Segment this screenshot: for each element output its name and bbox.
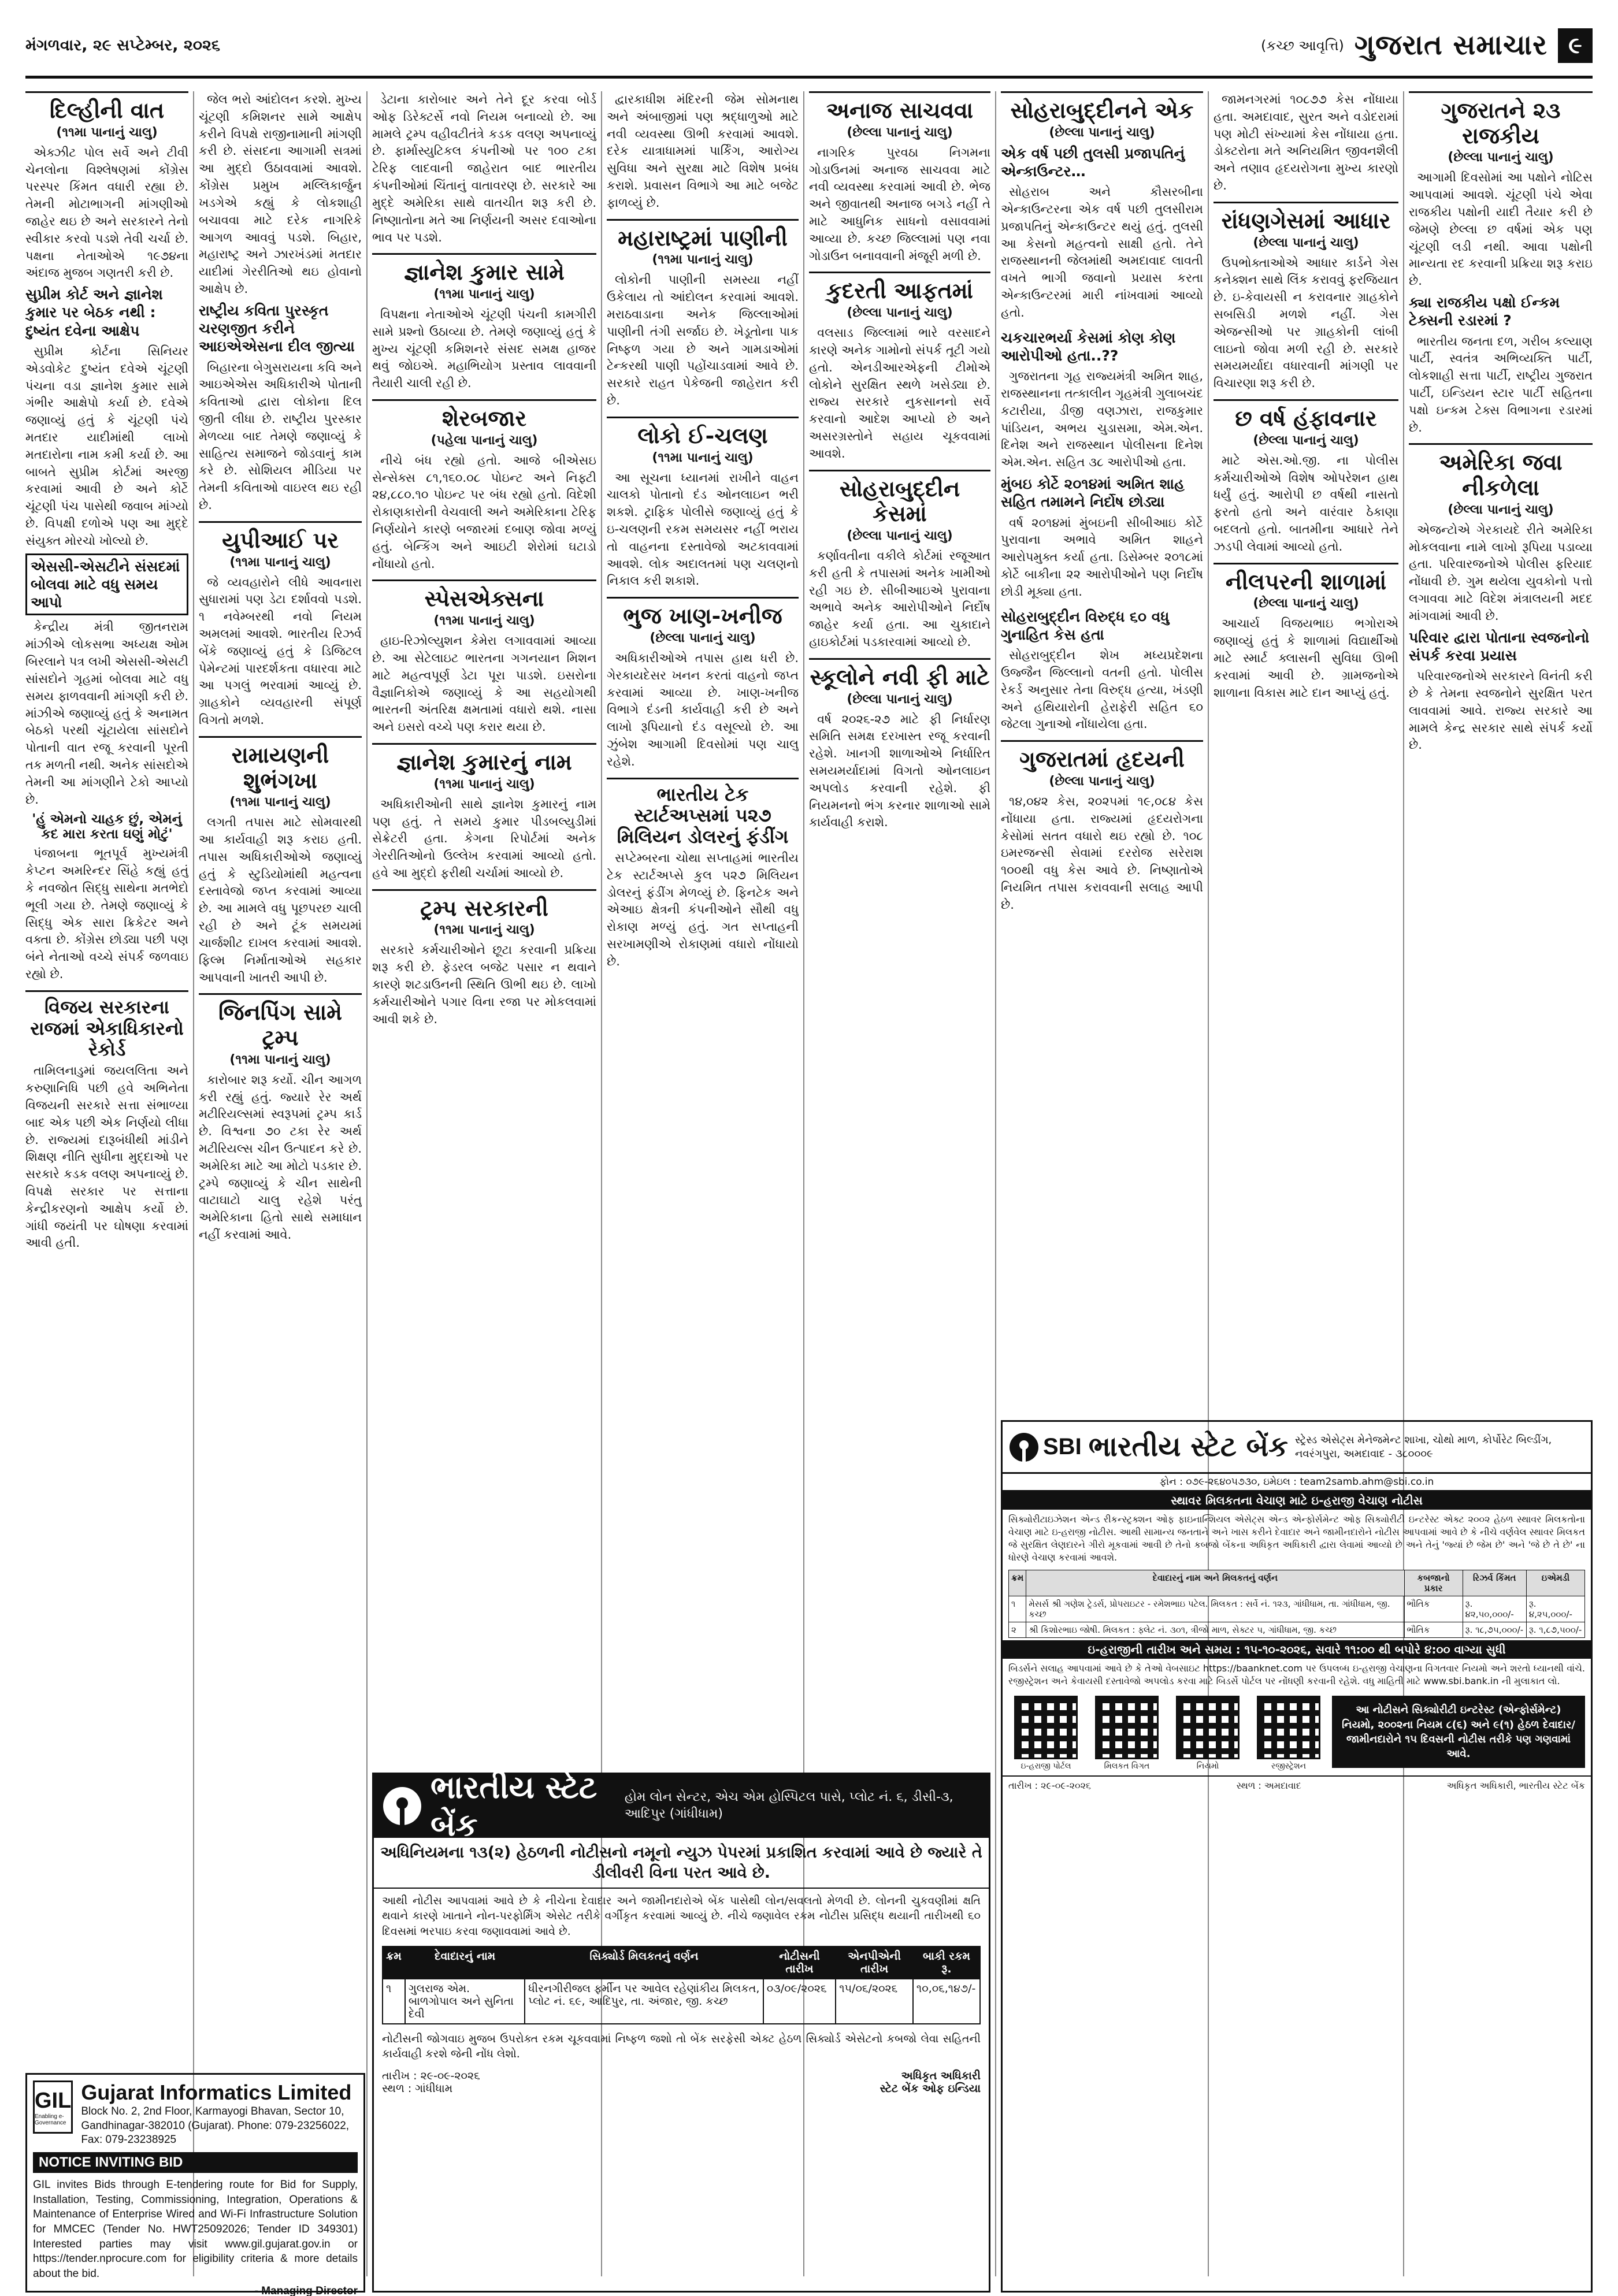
column-3: [372, 91, 596, 1745]
table-header: ઇએમડી: [1526, 1570, 1584, 1596]
sbi-logo: SBI: [1010, 1433, 1082, 1462]
column-7: [1214, 91, 1398, 1387]
issue-date: મંગળવાર, ૨૯ સપ્ટેમ્બર, ૨૦૨૬: [25, 36, 220, 54]
column-8: [1409, 91, 1593, 1387]
headline: મહારાષ્ટ્રમાં પાણીની: [607, 219, 799, 251]
story-grain: [809, 91, 990, 265]
signatory: અધિકૃત અધિકારી: [901, 2070, 981, 2083]
qr-code-icon: [1014, 1696, 1078, 1759]
newspaper-name: ગુજરાત સમાચાર: [1354, 29, 1548, 61]
continued-label: (૧૧મા પાનાનું ચાલુ): [652, 252, 754, 268]
sbi-auction-header: [1003, 1422, 1591, 1474]
story-gas-aadhar: [1214, 202, 1398, 392]
table-header: બાકી રકમ રૂ.: [913, 1946, 980, 1979]
headline: અનાજ સાચવવા: [809, 91, 990, 123]
table-cell: ૧૦,૦૬,૧૪૭/-: [913, 1979, 980, 2024]
notice-place: સ્થળ : ગાંધીધામ: [382, 2082, 453, 2096]
auction-signatory: અધિકૃત અધિકારી, ભારતીય સ્ટેટ બેંક: [1446, 1780, 1585, 1792]
table-cell: ગુલરાજ એમ. બાળગોપાલ અને સુનિતા દેવી: [405, 1979, 525, 2024]
story-body: વિપક્ષના નેતાઓએ ચૂંટણી પંચની કામગીરી સામે પ્રશ્નો ઉઠાવ્યા છે. તેમણે જણાવ્યું હતું કે મુખ્ય ચૂંટણી કમિશનરે સંસદ સમક્ષ હાજર થવું જોઇએ. મહાભિયોગ પ્રસ્તાવ લાવવાની તૈયારી ચાલી રહી છે.: [372, 307, 596, 391]
headline: કુદરતી આફતમાં: [809, 272, 990, 303]
continued-label: (૧૧મા પાનાનું ચાલુ): [56, 125, 158, 140]
masthead-right: [1261, 28, 1593, 63]
continued-label: (છેલ્લા પાનાનું ચાલુ): [1049, 125, 1155, 140]
gil-company-name: Gujarat Informatics Limited: [81, 2080, 352, 2104]
story-body: નાગરિક પુરવઠા નિગમના ગોડાઉનમાં અનાજ સાચવવા માટે નવી વ્યવસ્થા કરવામાં આવી છે. ભેજ અને જીવાતથી અનાજ બગડે નહીં તે માટે આધુનિક સાધનો વસાવવામાં આવ્યા છે. કચ્છ જિલ્લામાં પણ નવા ગોડાઉન બનાવવાની મંજૂરી મળી છે.: [809, 145, 990, 263]
headline: રામાયણની શુભંગખા: [199, 736, 362, 793]
table-cell: ૨: [1009, 1622, 1026, 1638]
story-body: જામનગરમાં ૧૦૮૭૭ કેસ નોંધાયા હતા. અમદાવાદ, સુરત અને વડોદરામાં પણ મોટી સંખ્યામાં કેસ નોંધાયા હતા. ડોક્ટરોના મતે અનિયમિત જીવનશૈલી અને તણાવ હૃદયરોગના મુખ્ય કારણો છે.: [1214, 92, 1398, 193]
story-body: વલસાડ જિલ્લામાં ભારે વરસાદને કારણે અનેક ગામોનો સંપર્ક તૂટી ગયો હતો. એનડીઆરએફની ટીમોએ લોકોને સુરક્ષિત સ્થળે ખસેડ્યા છે. રાજ્ય સરકારે નુકસાનનો સર્વે કરવાનો આદેશ આપ્યો છે અને અસરગ્રસ્તોને સહાય ચૂકવવામાં આવશે.: [809, 326, 990, 460]
notice-text: નોટીસની જોગવાઇ મુજબ ઉપરોક્ત રકમ ચૂકવવામાં નિષ્ફળ જશો તો બેંક સરફેસી એક્ટ હેઠળ સિક્યોર્ડ એસેટનો કબજો લેવા સહિતની કાર્યવાહી કરશે જેની નોંધ લેશો.: [382, 2032, 981, 2061]
auction-notice-place: સ્થળ : અમદાવાદ: [1236, 1780, 1301, 1792]
story-body: અધિકારીઓની સાથે જ્ઞાનેશ કુમારનું નામ પણ હતું. તે સમયે કુમાર પીડબલ્યુડીમાં સેક્રેટરી હતા. કેગના રિપોર્ટમાં અનેક ગેરરીતિઓનો ઉલ્લેખ કરવામાં આવ્યો હતો. હવે આ મુદ્દો ફરીથી ચર્ચામાં આવ્યો છે.: [372, 797, 596, 880]
pull-quote: 'હું એમનો ચાહક છું, એમનું કદ મારા કરતા ઘણું મોટું': [32, 812, 182, 842]
headline: રાંધણગેસમાં આધાર: [1214, 202, 1398, 233]
table-header: દેવાદારનું નામ અને મિલકતનું વર્ણન: [1026, 1570, 1404, 1596]
column-5: [809, 91, 990, 1745]
table-header: ક્રમ: [383, 1946, 405, 1979]
table-row: [383, 1979, 980, 2024]
continued-label: (છેલ્લા પાનાનું ચાલુ): [847, 306, 953, 321]
column-1: [25, 91, 188, 2034]
story-temples: [607, 91, 799, 212]
story-body: આચાર્ય વિજયભાઇ ભગોરાએ જણાવ્યું હતું કે શાળામાં વિદ્યાર્થીઓ માટે સ્માર્ટ ક્લાસની સુવિધા ઊભી કરવામાં આવી છે. ગ્રામજનોએ શાળાના વિકાસ માટે દાન આપ્યું હતું.: [1214, 616, 1398, 700]
bank-contact: ફોન : ૦૭૯-૨૬૪૦૫૭૩૦, ઇમેઇલ : team2samb.ahm@sbi.co.in: [1003, 1474, 1591, 1491]
auction-text: સિક્યોરીટાઇઝેશન એન્ડ રીકન્સ્ટ્રક્શન ઓફ ફાઇનાન્શિયલ એસેટ્સ એન્ડ એન્ફોર્સમેન્ટ ઓફ સિક્યોરીટી ઇન્ટરેસ્ટ એક્ટ ૨૦૦૨ હેઠળ સ્થાવર મિલકતોના વેચાણ માટે ઇ-હરાજી નોટીસ. આથી સામાન્ય જનતાને અને ખાસ કરીને દેવાદાર અને જામીનદારોને નોટીસ આપવામાં આવે છે કે નીચે વર્ણવેલ સ્થાવર મિલકત જે સુરક્ષિત લેણદારને ગીરો મૂકવામાં આવી છે તેનો કબજો બેંકના અધિકૃત અધિકારી દ્વારા લેવામાં આવ્યો છે અને તેનું 'જ્યાં છે જેમ છે' અને 'જે છે તે છે' ના ધોરણે વેચાણ કરવામાં આવશે.: [1008, 1514, 1585, 1563]
continued-label: (છેલ્લા પાનાનું ચાલુ): [847, 125, 953, 140]
story-school-fee: [809, 658, 990, 831]
table-cell: રૂ. ૪,૨૫,૦૦૦/-: [1526, 1596, 1584, 1622]
story-body: માટે એસ.ઓ.જી. ના પોલીસ કર્મચારીઓએ વિશેષ ઓપરેશન હાથ ધર્યું હતું. આરોપી છ વર્ષથી નાસતો ફરતો હતો અને વારંવાર ઠેકાણા બદલતો હતો. બાતમીના આધારે તેને ઝડપી લેવામાં આવ્યો હતો.: [1214, 453, 1398, 553]
headline: સ્પેસએક્સના: [372, 579, 596, 611]
headline: અમેરિકા જવા નીકળેલા: [1409, 443, 1593, 500]
story-body: ડેટાના કારોબાર અને તેને દૂર કરવા બોર્ડ ઓફ ડિરેક્ટર્સે નવો નિયમ બનાવ્યો છે. આ મામલે ટ્રમ્પ વહીવટીતંત્રે કડક વલણ અપનાવ્યું છે. ફાર્માસ્યુટિકલ કંપનીઓ પર ૧૦૦ ટકા ટેરિફ લાદવાની જાહેરાત બાદ ભારતીય કંપનીઓમાં ચિંતાનું વાતાવરણ છે. સરકારે આ મુદ્દે અમેરિકા સાથે વાતચીત શરૂ કરી છે. નિષ્ણાતોના મતે આ નિર્ણયની અસર દવાઓના ભાવ પર પડશે.: [372, 92, 596, 244]
story-body: આગામી દિવસોમાં આ પક્ષોને નોટિસ આપવામાં આવશે. ચૂંટણી પંચે એવા રાજકીય પક્ષોની યાદી તૈયાર કરી છે જેમણે છેલ્લા છ વર્ષમાં એક પણ ચૂંટણી લડી નથી. આવા પક્ષોની માન્યતા રદ કરવાની પ્રક્રિયા શરૂ કરાઇ છે.: [1409, 170, 1593, 288]
story-body: વર્ષ ૨૦૨૬-૨૭ માટે ફી નિર્ધારણ સમિતિ સમક્ષ દરખાસ્ત રજૂ કરવાની રહેશે. ખાનગી શાળાઓએ નિર્ધારિત સમયમર્યાદામાં વિગતો ઓનલાઇન અપલોડ કરવાની રહેશે. ફી નિયમનનો ભંગ કરનાર શાળાઓ સામે કાર્યવાહી કરાશે.: [809, 712, 990, 830]
notice-date: તારીખ : ૨૯-૦૯-૨૦૨૬: [382, 2070, 480, 2083]
auction-date: ઇ-હરાજીની તારીખ અને સમય : ૧૫-૧૦-૨૦૨૬, સવારે ૧૧:૦૦ થી બપોરે ૪:૦૦ વાગ્યા સુધી: [1003, 1640, 1591, 1659]
continued-label: (છેલ્લા પાનાનું ચાલુ): [650, 630, 756, 645]
qr-code-icon: [1176, 1696, 1240, 1759]
continued-label: (૧૧મા પાનાનું ચાલુ): [433, 287, 535, 302]
qr-code[interactable]: ઇ-હરાજી પોર્ટલ: [1008, 1696, 1083, 1771]
story-body: ઉપભોક્તાઓએ આધાર કાર્ડને ગેસ કનેક્શન સાથે લિંક કરાવવું ફરજિયાત છે. ઇ-કેવાયસી ન કરાવનાર ગ્રાહકોને સબસિડી મળશે નહીં. ગેસ એજન્સીઓ પર ગ્રાહકોની લાંબી લાઇનો જોવા મળી રહી છે. સરકારે સમયમર્યાદા વધારવાની માંગણી પર વિચારણા શરૂ કરી છે.: [1214, 255, 1398, 391]
gil-notice-title: NOTICE INVITING BID: [33, 2152, 358, 2173]
auction-notice-date: તારીખ : ૨૯-૦૯-૨૦૨૬: [1008, 1780, 1091, 1792]
column-4: [607, 91, 799, 1745]
continued-label: (૧૧મા પાનાનું ચાલુ): [229, 1052, 331, 1067]
table-row: [1009, 1596, 1585, 1622]
story-upi: [199, 521, 362, 729]
headline: યુપીઆઈ પર: [199, 521, 362, 553]
continued-label: (૧૧મા પાનાનું ચાલુ): [652, 450, 754, 465]
story-body: ભારતીય જનતા દળ, ગરીબ કલ્યાણ પાર્ટી, સ્વતંત્ર અભિવ્યક્તિ પાર્ટી, લોકશાહી સત્તા પાર્ટી, રાષ્ટ્રીય ગુજરાત પાર્ટી, ઇન્ડિયન સ્ટાર પાર્ટી સહિતના પક્ષો ઇન્કમ ટેક્સ વિભાગના રડારમાં છે.: [1409, 334, 1593, 434]
page-number: ૯: [1558, 28, 1593, 63]
headline: જ્ઞાનેશ કુમારનું નામ: [372, 743, 596, 775]
column-6: [1001, 91, 1203, 1387]
headline: ટ્રમ્પ સરકારની: [372, 889, 596, 921]
sbi-demand-notice: [372, 1769, 990, 2293]
story-body: કર્ણાવતીના વકીલે કોર્ટમાં રજૂઆત કરી હતી કે તપાસમાં અનેક ખામીઓ રહી ગઇ છે. સીબીઆઇએ પુરાવાના અભાવે અનેક આરોપીઓને નિર્દોષ જાહેર કર્યા હતા. આ ચુકાદાને હાઇકોર્ટમાં પડકારવામાં આવ્યો છે.: [809, 548, 990, 649]
table-header: સિક્યોર્ડ મિલકતનું વર્ણન: [525, 1946, 763, 1979]
headline: ગુજરાતને ૨૩ રાજકીય: [1409, 91, 1593, 148]
edition-label: (કચ્છ આવૃત્તિ): [1260, 37, 1344, 54]
table-header: ક્રમ: [1009, 1570, 1026, 1596]
story-body: પરિવારજનોએ સરકારને વિનંતી કરી છે કે તેમના સ્વજનોને સુરક્ષિત પરત લાવવામાં આવે. રાજ્ય સરકારે આ મામલે કેન્દ્ર સરકાર સાથે સંપર્ક કર્યો છે.: [1409, 669, 1593, 752]
story-ramayan: [199, 736, 362, 987]
table-header: રિઝર્વ કિંમત: [1463, 1570, 1526, 1596]
story-body: એજન્ટોએ ગેરકાયદે રીતે અમેરિકા મોકલવાના નામે લાખો રૂપિયા પડાવ્યા હતા. પરિવારજનોએ પોલીસ ફરિયાદ નોંધાવી છે. ગુમ થયેલા યુવકોનો પત્તો લગાવવા માટે વિદેશ મંત્રાલયની મદદ માંગવામાં આવી છે.: [1409, 522, 1593, 623]
story-body: સરકારે કર્મચારીઓને છૂટા કરવાની પ્રક્રિયા શરૂ કરી છે. ફેડરલ બજેટ પસાર ન થવાને કારણે શટડાઉનની સ્થિતિ ઊભી થઇ છે. લાખો કર્મચારીઓને પગાર વિના રજા પર મોકલવામાં આવી શકે છે.: [372, 943, 596, 1026]
continued-label: (છેલ્લા પાનાનું ચાલુ): [1448, 150, 1554, 165]
table-header: કબજાનો પ્રકાર: [1404, 1570, 1463, 1596]
story-gyanesh-name: [372, 743, 596, 882]
headline: સોહરાબુદ્દીનને એક: [1001, 91, 1203, 123]
headline: જિનપિંગ સામે ટ્રમ્પ: [199, 993, 362, 1050]
qr-code-icon: [1095, 1696, 1159, 1759]
story-maharashtra: [607, 219, 799, 410]
story-body: લગતી તપાસ માટે સોમવારથી આ કાર્યવાહી શરૂ કરાઇ હતી. તપાસ અધિકારીઓએ જણાવ્યું હતું કે સ્ટુડિયોમાંથી મહત્વના દસ્તાવેજો જપ્ત કરવામાં આવ્યા છે. આ મામલે વધુ પૂછપરછ ચાલી રહી છે અને ટૂંક સમયમાં ચાર્જશીટ દાખલ કરવામાં આવશે. ફિલ્મ નિર્માતાઓએ સહકાર આપવાની ખાતરી આપી છે.: [199, 815, 362, 984]
story-startups: [607, 778, 799, 971]
table-row: [1009, 1622, 1585, 1638]
continued-label: (છેલ્લા પાનાનું ચાલુ): [1253, 596, 1359, 611]
headline: ભુજ ખાણ-ખનીજ: [607, 597, 799, 629]
signatory-bank: સ્ટેટ બેંક ઓફ ઇન્ડિયા: [879, 2082, 981, 2096]
story-spacex: [372, 579, 596, 736]
continued-label: (છેલ્લા પાનાનું ચાલુ): [1253, 235, 1359, 250]
table-cell: ભૌતિક: [1404, 1622, 1463, 1638]
table-cell: રૂ. ૧૮,૭૫,૦૦૦/-: [1463, 1622, 1526, 1638]
story-bhuj-mining: [607, 597, 799, 770]
table-cell: ૧: [1009, 1596, 1026, 1622]
story-body: અધિકારીઓએ તપાસ હાથ ધરી છે. ગેરકાયદેસર ખનન કરતાં વાહનો જપ્ત કરવામાં આવ્યા છે. ખાણ-ખનીજ વિભાગે દંડની કાર્યવાહી કરી છે અને લાખો રૂપિયાનો દંડ વસૂલ્યો છે. આ ઝુંબેશ આગામી દિવસોમાં પણ ચાલુ રહેશે.: [607, 651, 799, 768]
story-vijay: [25, 990, 188, 1252]
headline: સ્કૂલોને નવી ફી માટે: [809, 658, 990, 690]
story-jinping: [199, 993, 362, 1244]
story-america: [1409, 443, 1593, 754]
story-sharebazar: [372, 399, 596, 573]
qr-row: [1003, 1691, 1591, 1775]
auction-terms: બિડર્સને સલાહ આપવામાં આવે છે કે તેઓ વેબસાઇટ https://baanknet.com પર ઉપલબ્ધ ઇ-હરાજી વેચાણના વિગતવાર નિયમો અને શરતો ધ્યાનથી વાંચે. રજીસ્ટ્રેશન અને કેવાયસી દસ્તાવેજો અપલોડ કરવા માટે બિડર્સે પોર્ટલ પર નોંધણી કરવાની રહેશે. વધુ માહિતી માટે www.sbi.bank.in ની મુલાકાત લો.: [1008, 1663, 1585, 1687]
story-body: ગુજરાતના ગૃહ રાજ્યમંત્રી અમિત શાહ, રાજસ્થાનના તત્કાલીન ગૃહમંત્રી ગુલાબચંદ કટારીયા, ડીજી વણઝારા, રાજકુમાર પાંડિયન, અભય ચુડાસમા, એમ.એન. દિનેશ અને રાજસ્થાન પોલીસના દિનેશ એમ.એન. સહિત ૩૮ આરોપીઓ હતા.: [1001, 369, 1203, 470]
story-political-parties: [1409, 91, 1593, 436]
gil-signature: - Managing Director: [254, 2284, 358, 2296]
story-body: વર્ષ ૨૦૧૪માં મુંબઇની સીબીઆઇ કોર્ટે પુરાવાના અભાવે અમિત શાહને આરોપમુક્ત કર્યા હતા. ડિસેમ્બર ૨૦૧૮માં કોર્ટે બાકીના ૨૨ આરોપીઓને પણ નિર્દોષ છોડી મૂક્યા હતા.: [1001, 515, 1203, 599]
headline: વિજય સરકારના રાજમાં એકાધિકારનો રેકોર્ડ: [25, 990, 188, 1060]
notice-text: આથી નોટીસ આપવામાં આવે છે કે નીચેના દેવાદાર અને જામીનદારોએ બેંક પાસેથી લોન/સવલતો મેળવી છે. લોનની ચુકવણીમાં ક્ષતિ થવાને કારણે ખાતાને નોન-પરફોર્મિંગ એસેટ તરીકે વર્ગીકૃત કરવામાં આવ્યું છે. નીચે જણાવેલ રકમ નોટીસ પ્રસિદ્ધ થયાની તારીખથી ૬૦ દિવસમાં ભરપાઇ કરવા જણાવવામાં આવે છે.: [382, 1894, 981, 1938]
subheading: ક્યા રાજકીય પક્ષો ઈન્કમ ટેક્સની રડારમાં ?: [1409, 294, 1560, 329]
continued-label: (૧૧મા પાનાનું ચાલુ): [229, 795, 331, 810]
story-body: જેલ ભરો આંદોલન કરશે. મુખ્ય ચૂંટણી કમિશનર સામે આક્ષેપ કરીને વિપક્ષે રાજીનામાની માંગણી કરી છે. સંસદના આગામી સત્રમાં આ મુદ્દો ઉઠાવવામાં આવશે. કોંગ્રેસ પ્રમુખ મલ્લિકાર્જુન ખડગેએ કહ્યું કે લોકશાહી બચાવવા માટે દરેક નાગરિકે આગળ આવવું પડશે. બિહાર, મહારાષ્ટ્ર અને ઝારખંડમાં મતદાર યાદીમાં ગેરરીતિઓ થઇ હોવાનો આક્ષેપ છે.: [199, 92, 362, 296]
bank-address: હોમ લોન સેન્ટર, એચ એમ હોસ્પિટલ પાસે, પ્લોટ નં. ૬, ડીસી-૩, આદિપુર (ગાંધીધામ): [624, 1790, 953, 1821]
headline: ભારતીય ટેક સ્ટાર્ટઅપ્સમાં ૫૨૭ મિલિયન ડોલરનું ફંડીંગ: [607, 778, 799, 848]
continued-label: (છેલ્લા પાનાનું ચાલુ): [1253, 433, 1359, 448]
story-body: હાઇ-રિઝોલ્યુશન કેમેરા લગાવવામાં આવ્યા છે. આ સેટેલાઇટ ભારતના ગગનયાન મિશન માટે મહત્વપૂર્ણ ડેટા પૂરા પાડશે. ઇસરોના વૈજ્ઞાનિકોએ જણાવ્યું કે આ સહયોગથી ભારતની અંતરિક્ષ ક્ષમતામાં વધારો થશે. નાસા અને ઇસરો વચ્ચે પણ કરાર થયા છે.: [372, 634, 596, 734]
continued-label: (છેલ્લા પાનાનું ચાલુ): [847, 692, 953, 707]
story-body: કારોબાર શરૂ કર્યો. ચીન આગળ કરી રહ્યું હતું. જ્યારે રેર અર્થ મટીરિયલ્સમાં સ્વરૂપમાં ટ્રમ્પ કાર્ડ છે. વિશ્વના ૭૦ ટકા રેર અર્થ મટીરિયલ્સ ચીન ઉત્પાદન કરે છે. અમેરિકા માટે આ મોટો પડકાર છે. ટ્રમ્પે જણાવ્યું કે ચીન સાથેની વાટાઘાટો ચાલુ રહેશે પરંતુ અમેરિકાના હિતો સાથે સમાધાન નહીં કરવામાં આવે.: [199, 1072, 362, 1242]
story-delhi: [25, 91, 188, 983]
table-cell: ૧: [383, 1979, 405, 2024]
table-cell: ધીરનગીરીજલ ફર્મીન પર આવેલ રહેણાંકીય મિલકત, પ્લોટ નં. ૬૯, આદિપુર, તા. અંજાર, જી. કચ્છ: [525, 1979, 763, 2024]
story-body: સપ્ટેમ્બરના ચોથા સપ્તાહમાં ભારતીય ટેક સ્ટાર્ટઅપ્સે કુલ ૫૨૭ મિલિયન ડોલરનું ફંડીંગ મેળવ્યું છે. ફિનટેક અને એઆઇ ક્ષેત્રની કંપનીઓને સૌથી વધુ રોકાણ મળ્યું હતું. ગત સપ્તાહની સરખામણીએ રોકાણમાં વધારો નોંધાયો છે.: [607, 851, 799, 968]
bank-name: ભારતીય સ્ટેટ બેંક: [431, 1769, 598, 1843]
table-cell: મેસર્સ શ્રી ગણેશ ટ્રેડર્સ, પ્રોપરાઇટર - રમેશભાઇ પટેલ. મિલકત : સર્વે નં. ૧૨૩, ગાંધીધામ, તા. ગાંધીધામ, જી. કચ્છ: [1026, 1596, 1404, 1622]
story-sohrabuddin: [1001, 91, 1203, 322]
subheading: એક વર્ષ પછી તુલસી પ્રજાપતિનું એન્કાઉન્ટર…: [1001, 144, 1185, 180]
qr-code[interactable]: રજીસ્ટ્રેશન: [1251, 1696, 1326, 1771]
table-cell: ભૌતિક: [1404, 1596, 1463, 1622]
story-body: નીચે બંધ રહ્યો હતો. આજે બીએસઇ સેન્સેક્સ ૮૧,૧૬૦.૦૮ પોઇન્ટ અને નિફ્ટી ૨૪,૮૮૦.૧૦ પોઇન્ટ પર બંધ રહ્યો હતો. વિદેશી રોકાણકારોની વેચવાલી અને અમેરિકાના ટેરિફ નિર્ણયોને કારણે બજારમાં દબાણ જોવા મળ્યું હતું. બેન્કિંગ અને આઇટી શેરોમાં ઘટાડો નોંધાયો હતો.: [372, 453, 596, 571]
qr-code-icon: [1257, 1696, 1320, 1759]
sbi-logo-icon: [383, 1787, 421, 1825]
sbi-eauction-notice: [1001, 1420, 1593, 2293]
story-echallan: [607, 417, 799, 590]
auction-title: સ્થાવર મિલકતના વેચાણ માટે ઇ-હરાજી વેચાણ નોટીસ: [1003, 1491, 1591, 1510]
subheading: ચકચારભર્યા કેસમાં કોણ કોણ આરોપીઓ હતા..??: [1001, 329, 1176, 364]
headline: દિલ્હીની વાત: [25, 91, 188, 123]
table-cell: શ્રી કિશોરભાઇ જોષી. મિલકત : ફ્લેટ નં. ૩૦૧, ત્રીજો માળ, સેક્ટર ૫, ગાંધીધામ, જી. કચ્છ: [1026, 1622, 1404, 1638]
column-rule: [366, 91, 368, 2276]
story-data: [372, 91, 596, 246]
table-cell: રૂ. ૧,૮૭,૫૦૦/-: [1526, 1622, 1584, 1638]
continued-label: (છેલ્લા પાનાનું ચાલુ): [1448, 502, 1554, 517]
story-sohrabuddin-case: [809, 470, 990, 651]
subheading: સુપ્રીમ કોર્ટ અને જ્ઞાનેશ કુમાર પર બેઠક નથી : દુષ્યંત દવેના આક્ષેપ: [25, 286, 163, 339]
column-rule: [995, 91, 996, 2276]
story-six-years: [1214, 399, 1398, 556]
notice-title: અધિનિયમના ૧૩(૨) હેઠળની નોટીસનો નમૂનો ન્યુઝ પેપરમાં પ્રકાશિત કરવામાં આવે છે જ્યારે તે ડીલીવરી વિના પરત આવે છે.: [374, 1838, 989, 1889]
table-header: નોટીસની તારીખ: [763, 1946, 836, 1979]
gil-header: [33, 2080, 358, 2148]
story-body: પંજાબના ભૂતપૂર્વ મુખ્યમંત્રી કેપ્ટન અમરિન્દર સિંહે કહ્યું હતું કે નવજોત સિદ્ધુ સાથેના મતભેદો ભૂલી ગયા છે. તેમણે જણાવ્યું કે સિદ્ધુ એક સારા ક્રિકેટર અને વક્તા છે. કોંગ્રેસ છોડ્યા પછી પણ બંને નેતાઓ વચ્ચે સંપર્ક જળવાઇ રહ્યો છે.: [25, 846, 188, 982]
headline: છ વર્ષ હંફાવનાર: [1214, 399, 1398, 431]
table-header: દેવાદારનું નામ: [405, 1946, 525, 1979]
story-disaster: [809, 272, 990, 462]
continued-label: (૧૧મા પાનાનું ચાલુ): [433, 614, 535, 629]
story-body: આ સૂચના ધ્યાનમાં રાખીને વાહન ચાલકો પોતાનો દંડ ઓનલાઇન ભરી શકશે. ટ્રાફિક પોલીસે જણાવ્યું હતું કે ઇ-ચલણની રકમ સમયસર નહીં ભરાય તો વાહનના દસ્તાવેજો અટકાવવામાં આવશે. લોક અદાલતમાં પણ ચલણનો નિકાલ કરી શકાશે.: [607, 470, 799, 588]
headline: શેરબજાર: [372, 399, 596, 431]
continued-label: (૧૧મા પાનાનું ચાલુ): [229, 555, 331, 570]
story-body: સોહરાબુદ્દીન શેખ મધ્યપ્રદેશના ઉજ્જૈન જિલ્લાનો વતની હતો. પોલીસ રેકર્ડ અનુસાર તેના વિરુદ્ધ હત્યા, ખંડણી અને હથિયારોની હેરાફેરી સહિત ૬૦ જેટલા ગુનાઓ નોંધાયેલા હતા.: [1001, 648, 1203, 731]
headline: નીલપરની શાળામાં: [1214, 563, 1398, 595]
story-body: તામિલનાડુમાં જયલલિતા અને કરુણાનિધિ પછી હવે અભિનેતા વિજયની સરકારે સત્તા સંભાળ્યા બાદ એક પછી એક નિર્ણયો લીધા છે. રાજ્યમાં દારૂબંધીથી માંડીને શિક્ષણ નીતિ સુધીના મુદ્દાઓ પર સરકારે કડક વલણ અપનાવ્યું છે. વિપક્ષે સરકાર પર સત્તાના કેન્દ્રીકરણનો આક્ષેપ કર્યો છે. ગાંધી જયંતી પર ઘોષણા કરવામાં આવી હતી.: [25, 1064, 188, 1250]
gil-tender-ad: [25, 2073, 365, 2296]
gil-address: Block No. 2, 2nd Floor, Karmayogi Bhavan, Sector 10, Gandhinagar-382010 (Gujarat). Phone: 079-23256022, Fax: 079-23238925: [81, 2105, 350, 2146]
table-header: એનપીએની તારીખ: [836, 1946, 913, 1979]
table-cell: ૧૫/૦૬/૨૦૨૬: [836, 1979, 913, 2024]
story-jamnagar: [1214, 91, 1398, 195]
bank-address: સ્ટ્રેસ્ડ એસેટ્સ મેનેજમેન્ટ શાખા, ચોથો માળ, કોર્પોરેટ બિલ્ડીંગ, નવરંગપુરા, અમદાવાદ - ૩૮૦૦૦૯: [1295, 1434, 1552, 1460]
subheading: પરિવાર દ્વારા પોતાના સ્વજનોનો સંપર્ક કરવા પ્રયાસ: [1409, 629, 1590, 664]
story-body: સુપ્રીમ કોર્ટના સિનિયર એડવોકેટ દુષ્યંત દવેએ ચૂંટણી પંચના વડા જ્ઞાનેશ કુમાર સામે ગંભીર આક્ષેપો કર્યા છે. દવેએ જણાવ્યું હતું કે ચૂંટણી પંચે મતદાર યાદીમાંથી લાખો મતદારોના નામ કમી કર્યા છે. આ બાબતે સુપ્રીમ કોર્ટમાં અરજી કરવામાં આવી છે અને કોર્ટે ચૂંટણી પંચ પાસેથી જવાબ માંગ્યો છે. વિપક્ષી દળોએ પણ આ મુદ્દે સંયુક્ત મોરચો ખોલ્યો છે.: [25, 344, 188, 548]
story-body: ૧૪,૦૪૨ કેસ, ૨૦૨૫માં ૧૯,૦૮૪ કેસ નોંધાયા હતા. રાજ્યમાં હૃદયરોગના કેસોમાં સતત વધારો થઇ રહ્યો છે. ૧૦૮ ઇમરજન્સી સેવામાં દરરોજ સરેરાશ ૧૦૦થી વધુ કેસ આવે છે. નિષ્ણાતોએ નિયમિત તપાસ કરાવવાની સલાહ આપી છે.: [1001, 794, 1203, 912]
notice-15-days: આ નોટીસને સિક્યોરીટી ઇન્ટરેસ્ટ (એન્ફોર્સમેન્ટ) નિયમો, ૨૦૦૨ના નિયમ ૮(૬) અને ૯(૧) હેઠળ દેવાદાર/જામીનદારોને ૧૫ દિવસની નોટીસ તરીકે પણ ગણવામાં આવે.: [1332, 1696, 1585, 1768]
headline: લોકો ઈ-ચલણ: [607, 417, 799, 448]
story-gyanesh: [372, 253, 596, 392]
notice-footer: [374, 2066, 989, 2098]
column-rule: [193, 91, 194, 2276]
story-body: દ્વારકાધીશ મંદિરની જેમ સોમનાથ અને અંબાજીમાં પણ શ્રદ્ધાળુઓ માટે નવી વ્યવસ્થા ઊભી કરવામાં આવશે. દરેક યાત્રાધામમાં પાર્કિંગ, આરોગ્ય સુવિધા અને સુરક્ષા માટે વિશેષ પ્રબંધ કરાશે. પ્રવાસન વિભાગે આ માટે બજેટ ફાળવ્યું છે.: [607, 92, 799, 210]
continued-label: (છેલ્લા પાનાનું ચાલુ): [847, 528, 953, 543]
table-cell: રૂ. ૪૨,૫૦,૦૦૦/-: [1463, 1596, 1526, 1622]
table-cell: ૦૩/૦૯/૨૦૨૬: [763, 1979, 836, 2024]
qr-code[interactable]: નિયમો: [1170, 1696, 1245, 1771]
notice-table: [382, 1946, 981, 2024]
story-body: જે વ્યવહારોને લીધે આવનારા સુધારામાં પણ ડેટા દર્શાવવો પડશે. ૧ નવેમ્બરથી નવો નિયમ અમલમાં આવશે. ભારતીય રિઝર્વ બેંકે જણાવ્યું હતું કે ડિજિટલ પેમેન્ટમાં પારદર્શકતા વધારવા માટે આ પગલું ભરવામાં આવ્યું છે. ગ્રાહકોને વ્યવહારની સંપૂર્ણ વિગતો મળશે.: [199, 575, 362, 727]
bank-name: ભારતીય સ્ટેટ બેંક: [1088, 1431, 1289, 1463]
gil-logo: GIL Enabling e-Governance: [33, 2080, 73, 2134]
column-2: [199, 91, 362, 2034]
subheading: એસસી-એસટીને સંસદમાં બોલવા માટે વધુ સમય આપો: [25, 553, 188, 616]
continued-label: (પહેલા પાનાનું ચાલુ): [431, 433, 538, 448]
headline: ગુજરાતમાં હૃદયની: [1001, 740, 1203, 772]
story-body: લોકોની પાણીની સમસ્યા નહીં ઉકેલાય તો આંદોલન કરવામાં આવશે. મરાઠવાડાના અનેક જિલ્લાઓમાં પાણીની તંગી સર્જાઇ છે. ખેડૂતોના પાક નિષ્ફળ ગયા છે અને ગામડાઓમાં ટેન્કરથી પાણી પહોંચાડવામાં આવે છે. સરકારે રાહત પેકેજની જાહેરાત કરી છે.: [607, 273, 799, 408]
sbi-logo-icon: [1010, 1433, 1038, 1462]
continued-label: (૧૧મા પાનાનું ચાલુ): [433, 777, 535, 792]
qr-code[interactable]: મિલકત વિગત: [1089, 1696, 1164, 1771]
story-60-cases: [1001, 608, 1203, 734]
continued-label: (૧૧મા પાનાનું ચાલુ): [433, 923, 535, 938]
sbi-notice-header: [374, 1769, 989, 1843]
story-body: એક્ઝીટ પોલ સર્વે અને ટીવી ચેનલોના વિશ્લેષણમાં કોંગ્રેસ પરસ્પર કિંમત વધારી રહ્યા છે. તેમની મોટાભાગની માંગણીઓ જાહેર થઇ છે અને સરકારને તેનો સ્વીકાર કરવો પડશે તેવી ચર્ચા છે. પક્ષના નેતાઓએ ૧૯૭૪ના અંદાજ મુજબ ગણતરી કરી છે.: [25, 145, 188, 280]
headline: સોહરાબુદ્દીન કેસમાં: [809, 470, 990, 526]
auction-footer: [1003, 1775, 1591, 1795]
story-body: બિહારના બેગુસરાયના કવિ અને આઇએએસ અધિકારીએ પોતાની કવિતાઓ દ્વારા લોકોના દિલ જીતી લીધા છે. રાષ્ટ્રીય પુરસ્કાર મેળવ્યા બાદ તેમણે જણાવ્યું કે સાહિત્ય સમાજને જોડવાનું કામ કરે છે. સોશિયલ મીડિયા પર તેમની કવિતાઓ વાઇરલ થઇ રહી છે.: [199, 360, 362, 512]
story-heart: [1001, 740, 1203, 913]
gil-notice-body: GIL invites Bids through E-tendering route for Bid for Supply, Installation, Testing, Commissioning, Integration, Operations & Maintenance of Enterprise Wired and Wi-Fi Infrastructure Solution for MMCEC (Tender No. HWT25092026; Tender ID 349301) Interested parties may visit www.gil.gujarat.gov.in or https://tender.nprocure.com for eligibility criteria & more details about the bid.: [33, 2179, 358, 2280]
subheading: રાષ્ટ્રીય કવિતા પુરસ્કૃત ચરણજીત કરીને આઇએએસના દીલ જીત્યા: [199, 302, 355, 355]
story-jail: [199, 91, 362, 514]
subheading: મુંબઇ કોર્ટે ૨૦૧૪માં અમિત શાહ સહિત તમામને નિર્દોષ છોડ્યા: [1001, 475, 1185, 511]
story-trump-govt: [372, 889, 596, 1028]
story-body: કેન્દ્રીય મંત્રી જીતનરામ માંઝીએ લોકસભા અધ્યક્ષ ઓમ બિરલાને પત્ર લખી એસસી-એસટી સાંસદોને ગૃહમાં બોલવા માટે વધુ સમય ફાળવવાની માંગણી કરી છે. માંઝીએ જણાવ્યું હતું કે અનામત બેઠકો પરથી ચૂંટાયેલા સાંસદોને પોતાની વાત રજૂ કરવાની પૂરતી તક મળતી નથી. અનેક સાંસદોએ તેમની આ માંગણીને ટેકો આપ્યો છે.: [25, 620, 188, 807]
subheading: સોહરાબુદ્દીન વિરુદ્ધ ૬૦ વધુ ગુનાહિત કેસ હતા: [1001, 608, 1170, 643]
news-columns: [25, 91, 1593, 2296]
continued-label: (છેલ્લા પાનાનું ચાલુ): [1049, 774, 1155, 789]
masthead: [25, 15, 1593, 79]
story-body: સોહરાબ અને કૌસરબીના એન્કાઉન્ટરના એક વર્ષ પછી તુલસીરામ પ્રજાપતિનું એન્કાઉન્ટર થયું હતું. તુલસી આ કેસનો મહત્વનો સાક્ષી હતો. તેને રાજસ્થાનની જેલમાંથી અમદાવાદ લાવતી વખતે ભાગી જવાનો પ્રયાસ કરતા એન્કાઉન્ટરમાં મારી નાંખવામાં આવ્યો હતો.: [1001, 185, 1203, 319]
story-nilpar-school: [1214, 563, 1398, 702]
headline: જ્ઞાનેશ કુમાર સામે: [372, 253, 596, 285]
auction-table: [1008, 1570, 1585, 1638]
story-accused: [1001, 329, 1203, 601]
